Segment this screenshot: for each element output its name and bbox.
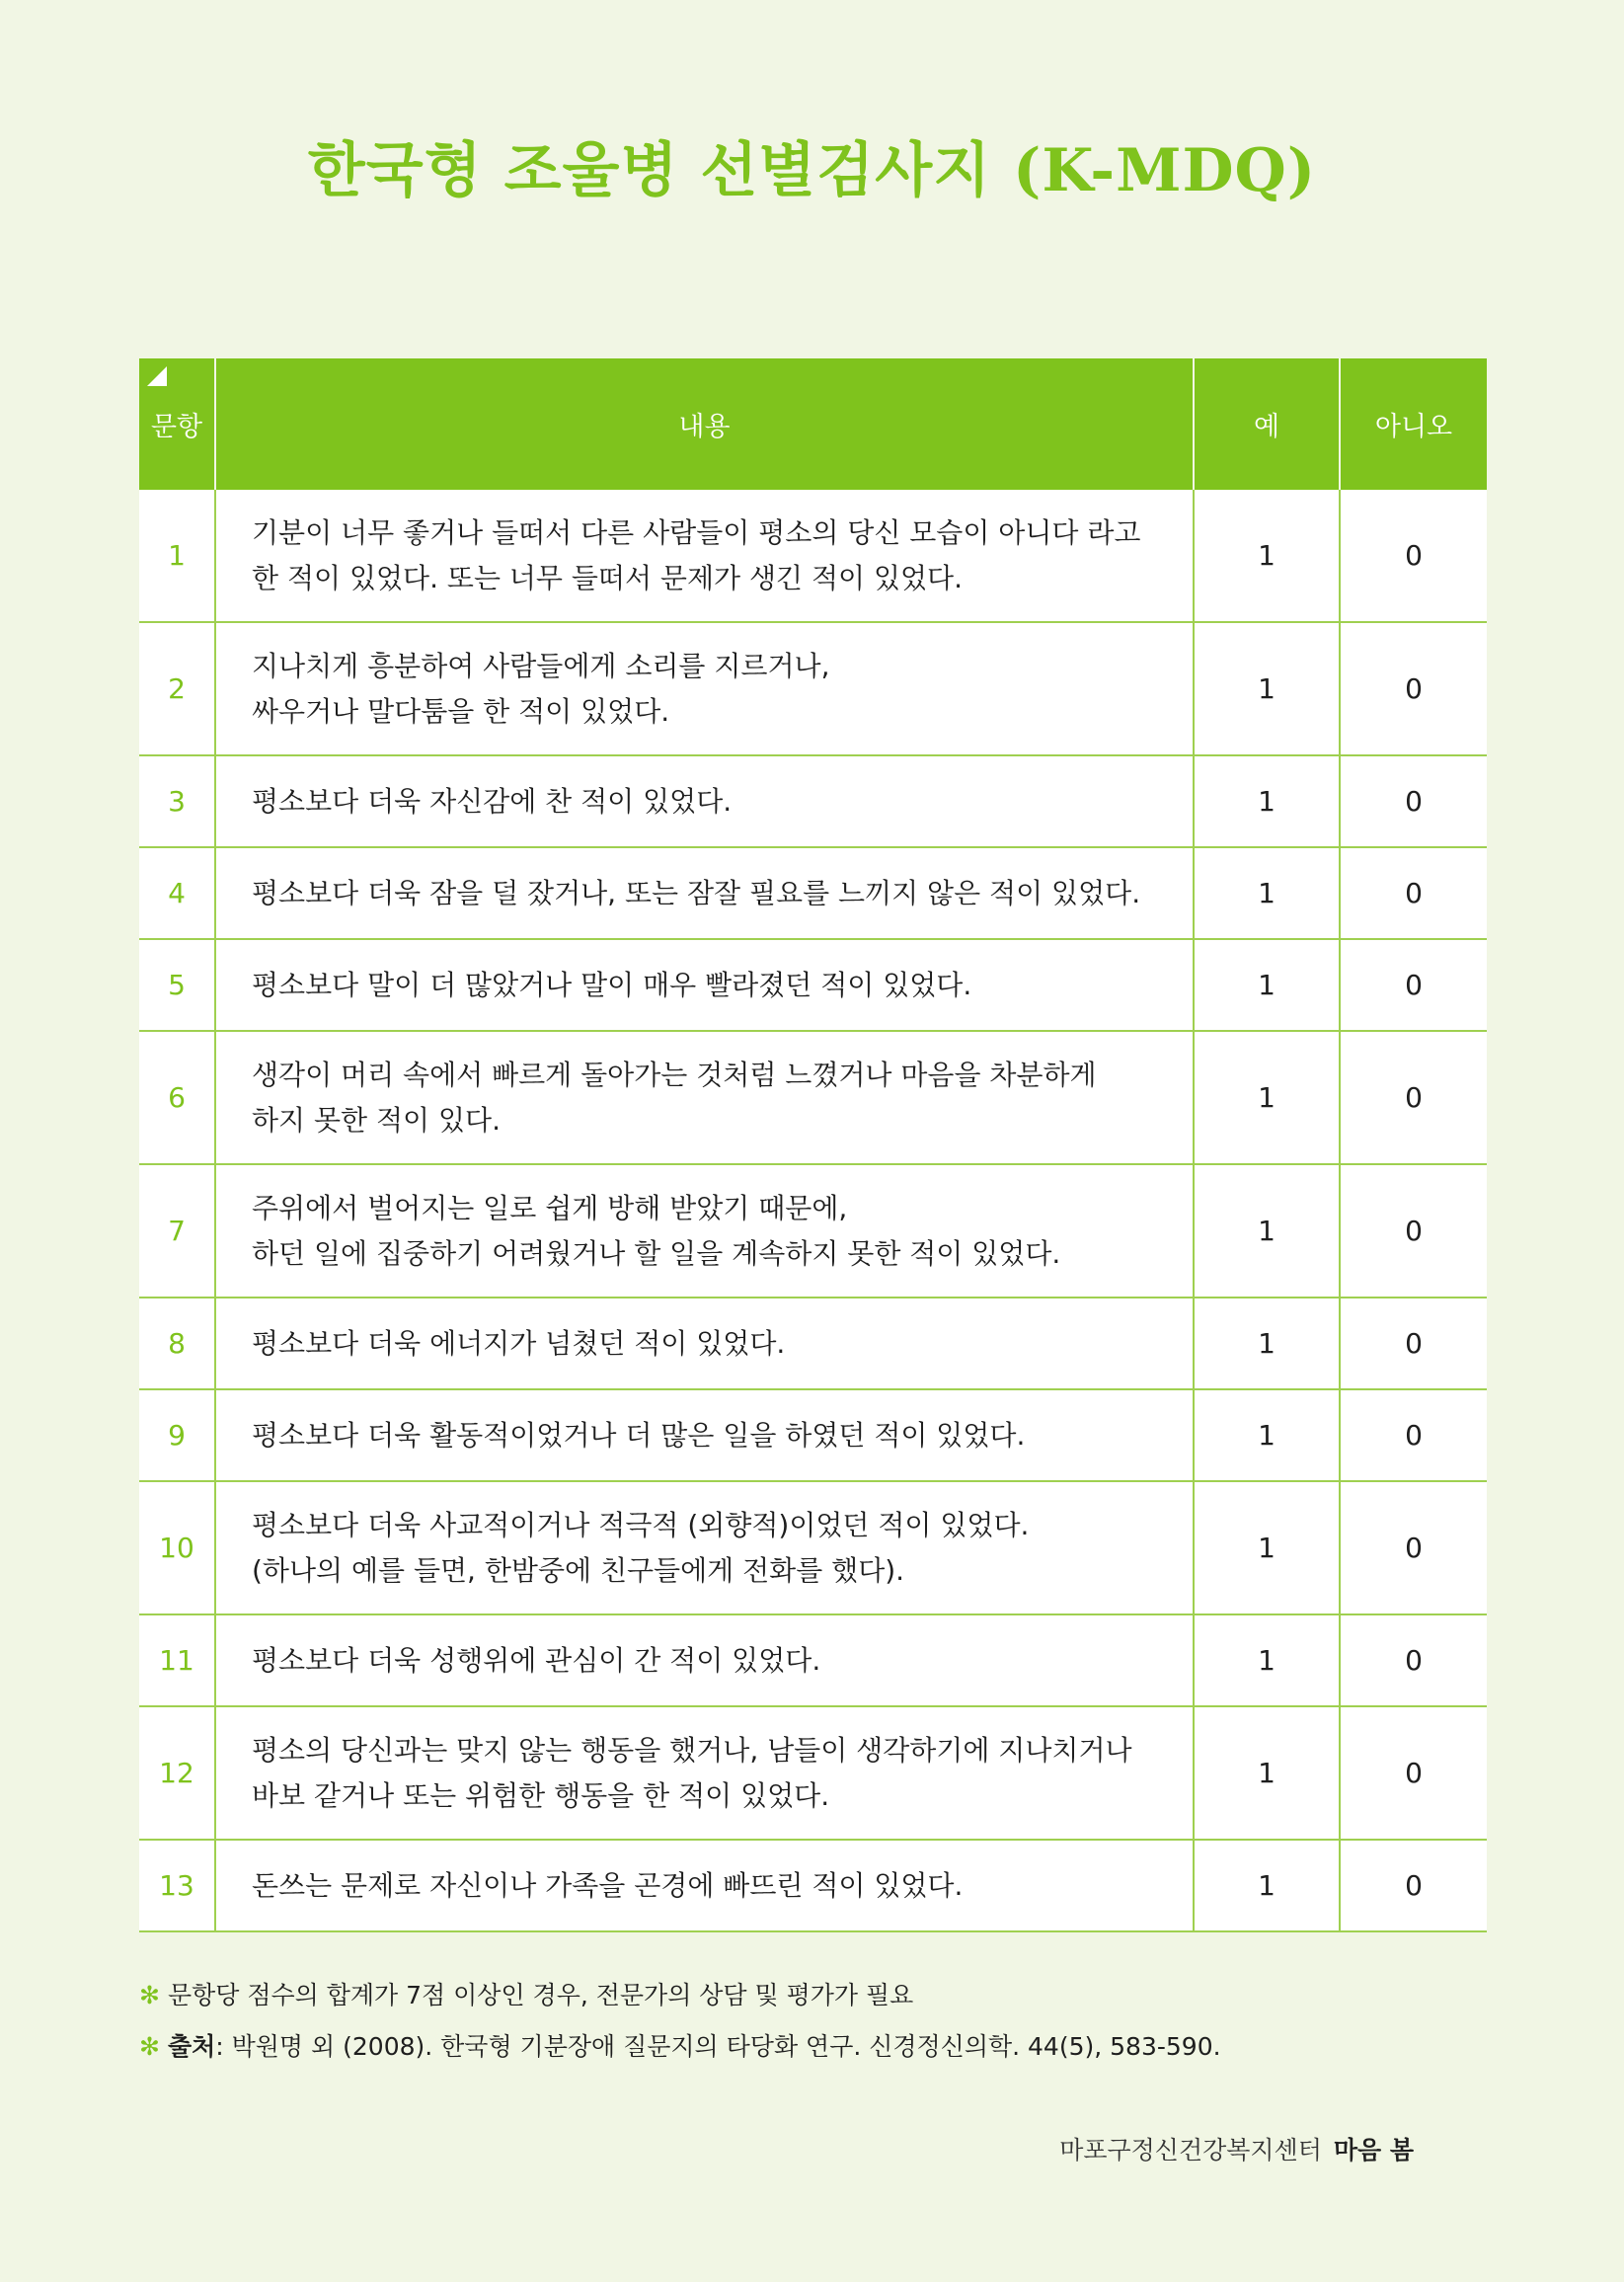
yes-score: 1 [1194, 490, 1340, 622]
no-score: 0 [1340, 939, 1487, 1031]
item-number: 3 [139, 755, 215, 847]
table-row [139, 1481, 1487, 1614]
item-content [215, 1389, 1194, 1481]
item-content [215, 1298, 1194, 1389]
item-content [215, 847, 1194, 939]
content-line: 평소보다 더욱 성행위에 관심이 간 적이 있었다. [252, 1643, 821, 1677]
content-line: 평소보다 더욱 잠을 덜 잤거나, 또는 잠잘 필요를 느끼지 않은 적이 있었다. [252, 876, 1141, 909]
source-note [139, 2021, 1221, 2073]
item-content [215, 1031, 1194, 1164]
content-line: 지나치게 흥분하여 사람들에게 소리를 지르거나, [252, 649, 830, 682]
score-note [139, 1970, 1221, 2021]
table-row [139, 939, 1487, 1031]
yes-score: 1 [1194, 622, 1340, 755]
content-line: (하나의 예를 들면, 한밤중에 친구들에게 전화를 했다). [252, 1553, 905, 1587]
yes-score: 1 [1194, 847, 1340, 939]
kmdq-table [139, 358, 1487, 1932]
no-score: 0 [1340, 1389, 1487, 1481]
content-line: 생각이 머리 속에서 빠르게 돌아가는 것처럼 느꼈거나 마음을 차분하게 [252, 1058, 1097, 1091]
item-number: 13 [139, 1840, 215, 1931]
footer [1059, 2131, 1414, 2166]
content-line: 평소보다 더욱 에너지가 넘쳤던 적이 있었다. [252, 1326, 786, 1360]
no-score: 0 [1340, 755, 1487, 847]
page-title: 한국형 조울병 선별검사지 (K-MDQ) [307, 136, 1317, 205]
table-row [139, 622, 1487, 755]
no-score: 0 [1340, 847, 1487, 939]
table-row [139, 1298, 1487, 1389]
yes-score: 1 [1194, 1164, 1340, 1298]
content-line: 기분이 너무 좋거나 들떠서 다른 사람들이 평소의 당신 모습이 아니다 라고 [252, 515, 1141, 549]
score-note-text: 문항당 점수의 합계가 7점 이상인 경우, 전문가의 상담 및 평가가 필요 [167, 1981, 914, 2009]
source-text: : 박원명 외 (2008). 한국형 기분장애 질문지의 타당화 연구. 신경정신의학. 44(5), 583-590. [215, 2032, 1221, 2061]
content-line: 주위에서 벌어지는 일로 쉽게 방해 받았기 때문에, [252, 1191, 848, 1224]
item-content [215, 622, 1194, 755]
yes-score: 1 [1194, 939, 1340, 1031]
yes-score: 1 [1194, 1614, 1340, 1706]
table-row [139, 1389, 1487, 1481]
content-line: 한 적이 있었다. 또는 너무 들떠서 문제가 생긴 적이 있었다. [252, 561, 964, 594]
item-content [215, 1840, 1194, 1931]
table-row [139, 1840, 1487, 1931]
yes-score: 1 [1194, 1031, 1340, 1164]
item-number: 2 [139, 622, 215, 755]
no-score: 0 [1340, 1164, 1487, 1298]
content-line: 돈쓰는 문제로 자신이나 가족을 곤경에 빠뜨린 적이 있었다. [252, 1868, 964, 1902]
item-content [215, 1481, 1194, 1614]
source-label: 출처 [167, 2032, 216, 2061]
table-row [139, 1164, 1487, 1298]
yes-score: 1 [1194, 1298, 1340, 1389]
footer-org: 마포구정신건강복지센터 [1059, 2136, 1322, 2164]
table-row [139, 490, 1487, 622]
yes-score: 1 [1194, 1389, 1340, 1481]
content-line: 평소보다 말이 더 많았거나 말이 매우 빨라졌던 적이 있었다. [252, 968, 972, 1001]
asterisk-icon: ✻ [139, 2032, 160, 2061]
no-score: 0 [1340, 490, 1487, 622]
content-line: 평소보다 더욱 자신감에 찬 적이 있었다. [252, 784, 733, 818]
item-number: 7 [139, 1164, 215, 1298]
item-number: 4 [139, 847, 215, 939]
kmdq-table-container [139, 358, 1487, 1932]
no-score: 0 [1340, 1298, 1487, 1389]
no-score: 0 [1340, 1614, 1487, 1706]
no-score: 0 [1340, 1481, 1487, 1614]
corner-triangle-icon [147, 366, 167, 386]
header-content: 내용 [215, 358, 1194, 490]
yes-score: 1 [1194, 1706, 1340, 1840]
item-content [215, 1164, 1194, 1298]
content-line: 하던 일에 집중하기 어려웠거나 할 일을 계속하지 못한 적이 있었다. [252, 1236, 1061, 1270]
content-line: 싸우거나 말다툼을 한 적이 있었다. [252, 694, 670, 728]
item-number: 9 [139, 1389, 215, 1481]
table-row [139, 1614, 1487, 1706]
content-line: 바보 같거나 또는 위험한 행동을 한 적이 있었다. [252, 1778, 830, 1812]
table-row [139, 847, 1487, 939]
header-yes: 예 [1194, 358, 1340, 490]
content-line: 평소보다 더욱 사교적이거나 적극적 (외향적)이었던 적이 있었다. [252, 1508, 1030, 1541]
header-item-number: 문항 [139, 358, 215, 490]
table-header-row [139, 358, 1487, 490]
item-number: 12 [139, 1706, 215, 1840]
content-line: 평소보다 더욱 활동적이었거나 더 많은 일을 하였던 적이 있었다. [252, 1418, 1026, 1452]
no-score: 0 [1340, 1840, 1487, 1931]
footer-brand: 마음 봄 [1333, 2136, 1414, 2164]
item-number: 11 [139, 1614, 215, 1706]
content-line: 평소의 당신과는 맞지 않는 행동을 했거나, 남들이 생각하기에 지나치거나 [252, 1733, 1132, 1767]
no-score: 0 [1340, 1706, 1487, 1840]
item-number: 8 [139, 1298, 215, 1389]
yes-score: 1 [1194, 1840, 1340, 1931]
item-content [215, 1614, 1194, 1706]
item-number: 1 [139, 490, 215, 622]
item-content [215, 755, 1194, 847]
no-score: 0 [1340, 1031, 1487, 1164]
item-number: 6 [139, 1031, 215, 1164]
table-row [139, 1706, 1487, 1840]
item-content [215, 1706, 1194, 1840]
header-no: 아니오 [1340, 358, 1487, 490]
table-row [139, 1031, 1487, 1164]
no-score: 0 [1340, 622, 1487, 755]
yes-score: 1 [1194, 1481, 1340, 1614]
asterisk-icon: ✻ [139, 1981, 160, 2009]
content-line: 하지 못한 적이 있다. [252, 1103, 501, 1137]
item-content [215, 490, 1194, 622]
notes-section [139, 1970, 1221, 2073]
item-number: 10 [139, 1481, 215, 1614]
yes-score: 1 [1194, 755, 1340, 847]
item-number: 5 [139, 939, 215, 1031]
item-content [215, 939, 1194, 1031]
table-row [139, 755, 1487, 847]
